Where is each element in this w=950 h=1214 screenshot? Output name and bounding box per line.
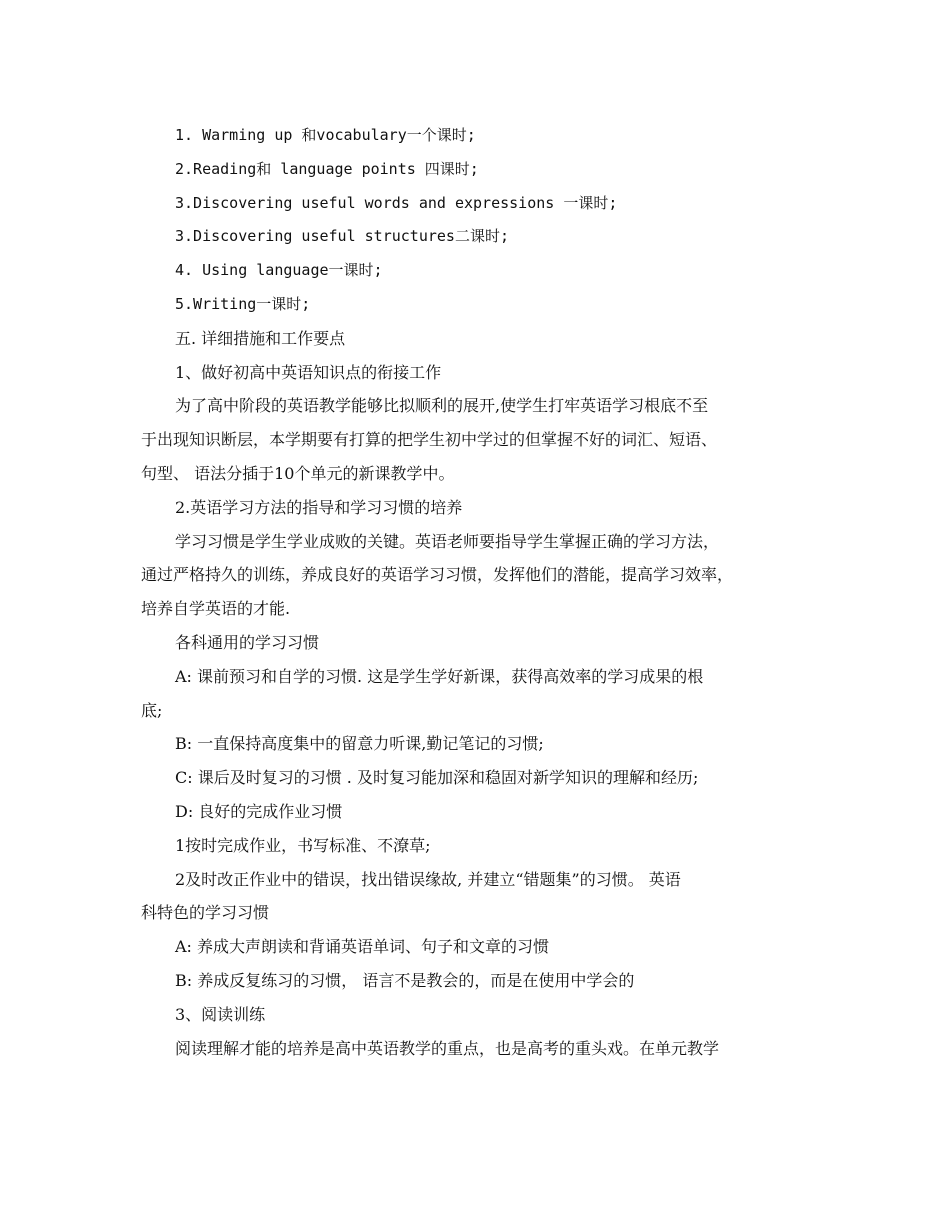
list-item-continuation: 底; xyxy=(141,700,163,720)
paragraph-line: 于出现知识断层，本学期要有打算的把学生初中学过的但掌握不好的词汇、短语、 xyxy=(141,430,718,450)
paragraph-line: 句型、 语法分插于10个单元的新课教学中。 xyxy=(141,463,455,483)
document-body xyxy=(141,119,831,1065)
list-item: A: 课前预习和自学的习惯. 这是学生学好新课，获得高效率的学习成果的根 xyxy=(175,666,704,686)
list-item: C: 课后及时复习的习惯 . 及时复习能加深和稳固对新学知识的理解和经历; xyxy=(175,768,699,788)
text-line: 3.Discovering useful structures二课时; xyxy=(175,227,509,246)
text-line: 3.Discovering useful words and expressions 一课时; xyxy=(175,193,618,212)
list-item: A: 养成大声朗读和背诵英语单词、句子和文章的习惯 xyxy=(175,937,550,957)
text-line: 5.Writing一课时; xyxy=(175,294,311,313)
section-heading: 五. 详细措施和工作要点 xyxy=(175,328,346,348)
text-line: 2.Reading和 language points 四课时; xyxy=(175,159,479,178)
text-line: 1. Warming up 和vocabulary一个课时; xyxy=(175,126,476,144)
list-item: D: 良好的完成作业习惯 xyxy=(175,801,343,821)
list-item: B: 一直保持高度集中的留意力听课,勤记笔记的习惯; xyxy=(175,734,544,754)
subsection-heading: 1、做好初高中英语知识点的衔接工作 xyxy=(175,362,442,382)
list-item-continuation: 科特色的学习习惯 xyxy=(141,903,270,923)
paragraph-line: 各科通用的学习习惯 xyxy=(175,632,320,652)
paragraph-line: 为了高中阶段的英语教学能够比拟顺利的展开,使学生打牢英语学习根底不至 xyxy=(175,396,709,416)
paragraph-line: 通过严格持久的训练，养成良好的英语学习习惯，发挥他们的潜能，提高学习效率， xyxy=(141,565,734,585)
subsection-heading: 3、阅读训练 xyxy=(175,1004,266,1024)
subsection-heading: 2.英语学习方法的指导和学习习惯的培养 xyxy=(175,497,463,517)
list-item: B: 养成反复练习的习惯， 语言不是教会的，而是在使用中学会的 xyxy=(175,970,635,990)
paragraph-line: 学习习惯是学生学业成败的关键。英语老师要指导学生掌握正确的学习方法， xyxy=(175,531,720,551)
paragraph-line: 培养自学英语的才能. xyxy=(141,599,291,619)
list-item: 2及时改正作业中的错误，找出错误缘故, 并建立“错题集”的习惯。 英语 xyxy=(175,869,681,889)
text-line: 4. Using language一课时; xyxy=(175,261,383,280)
list-item: 1按时完成作业，书写标准、不潦草; xyxy=(175,835,431,855)
paragraph-line: 阅读理解才能的培养是高中英语教学的重点，也是高考的重头戏。在单元教学 xyxy=(175,1038,720,1058)
